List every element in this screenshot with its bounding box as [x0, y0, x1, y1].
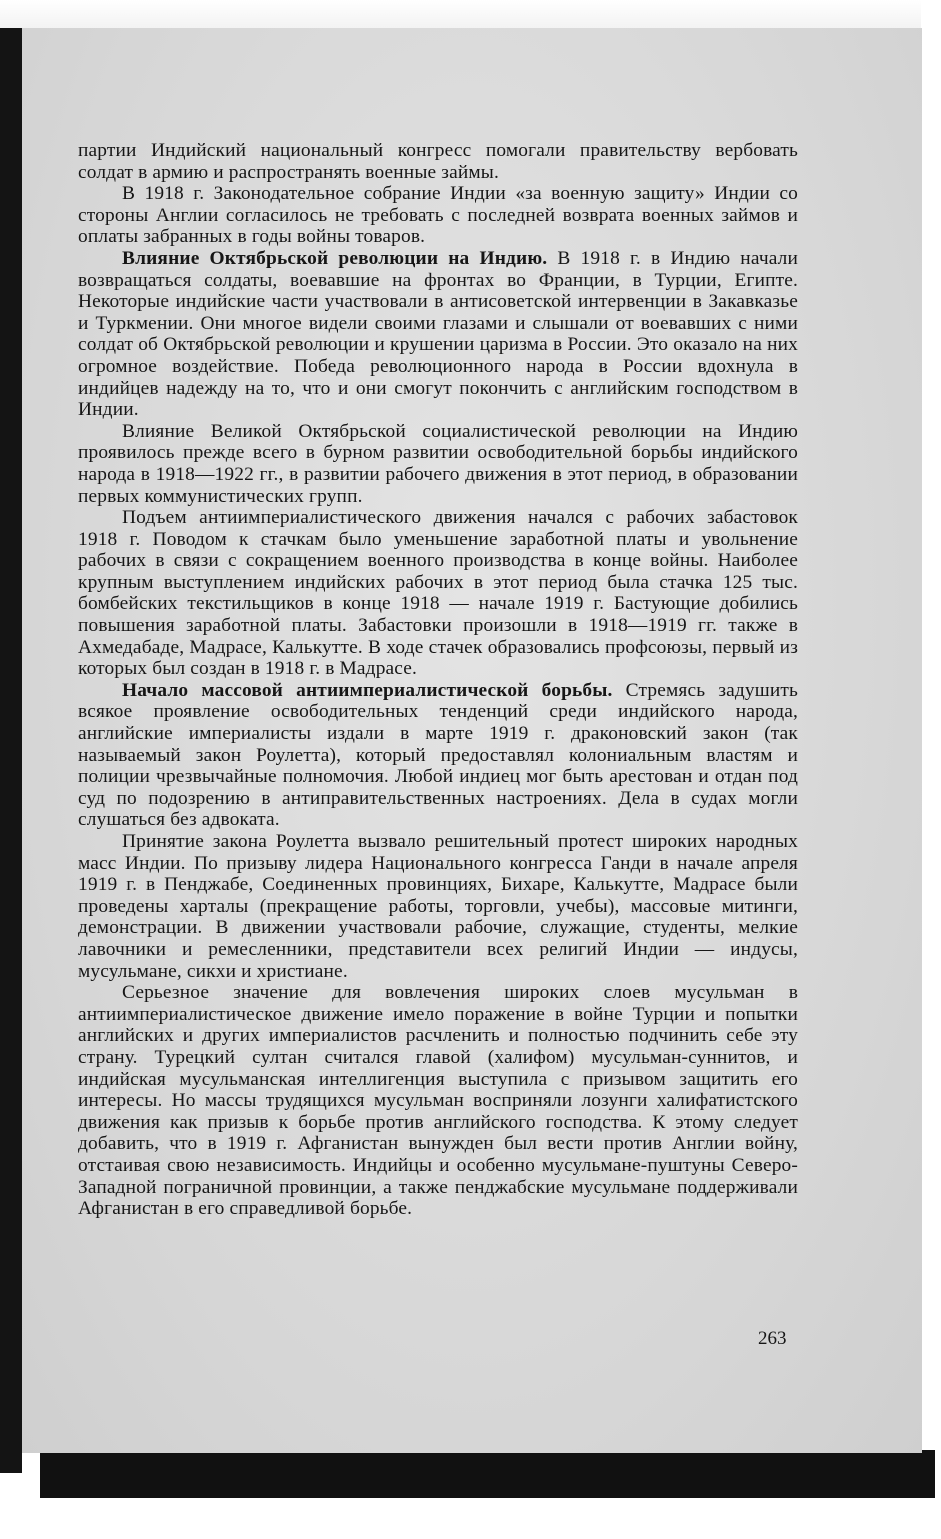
paragraph-body: Серьезное значение для вовлечения широких слоев мусульман в антиимпериалистическое движение имело поражение в войне Турции и попытки английских и других империалистов расчленить и полностью подчинить себе эту страну. Турецкий султан считался главой (халифом) мусульман-суннитов, и индийская мусульманская интеллигенция выступила с призывом защитить его интересы. Но массы трудящихся мусульман восприняли лозунги халифатистского движения как призыв к борьбе против английского господства. К этому следует добавить, что в 1919 г. Афганистан вынужден был вести против Англии войну, отстаивая свою независимость. Индийцы и особенно мусульмане-пуштуны Северо-Западной пограничной провинции, а также пенджабские мусульмане поддерживали Афганистан в его справедливой борьбе.: [78, 982, 798, 1220]
paragraph-6: [78, 680, 798, 831]
paragraph-body: Стремясь задушить всякое проявление освободительных тенденций среди индийского народа, английские империалисты издали в марте 1919 г. драконовский закон (так называемый закон Роулетта), который предоставлял колониальным властям и полиции чрезвычайные полномочия. Любой индиец мог быть арестован и отдан под суд по подозрению в антиправительственных настроениях. Дела в судах могли слушаться без адвоката.: [78, 679, 798, 831]
paragraph-1: [78, 140, 798, 183]
paragraph-body: В 1918 г. Законодательное собрание Индии «за военную защиту» Индии со стороны Англии согласилось не требовать с последней возврата военных займов и оплаты забранных в годы войны товаров.: [78, 183, 798, 248]
scan-top-margin: [0, 0, 941, 30]
scan-bottom-edge: [40, 1450, 935, 1498]
page-number: 263: [758, 1328, 787, 1349]
section-heading-mass-struggle: Начало массовой антиимпериалистической борьбы.: [122, 679, 613, 701]
paragraph-2: [78, 183, 798, 248]
paragraph-7: [78, 831, 798, 982]
paragraph-body: В 1918 г. в Индию начали возвращаться солдаты, воевавшие на фронтах во Франции, в Турции, Египте. Некоторые индийские части участвовали в антисоветской интервенции в Закавказье и Туркмении. Они многое видели своими глазами и слышали от воевавших с ними солдат об Октябрьской революции и крушении царизма в России. Это оказало на них огромное воздействие. Победа революционного народа в России вдохнула в индийцев надежду на то, что и они смогут покончить с английским господством в Индии.: [78, 247, 799, 421]
paragraph-3: [78, 248, 798, 421]
scan-left-edge: [0, 28, 22, 1473]
paragraph-body: партии Индийский национальный конгресс помогали правительству вербовать солдат в армию и распространять военные займы.: [78, 140, 798, 183]
paragraph-8: [78, 982, 798, 1220]
page-text: [78, 140, 798, 1220]
paragraph-4: [78, 421, 798, 507]
paragraph-body: Подъем антиимпериалистического движения начался с рабочих забастовок 1918 г. Поводом к стачкам было уменьшение заработной платы и увольнение рабочих в связи с сокращением военного производства в конце войны. Наиболее крупным выступлением индийских рабочих в этот период была стачка 125 тыс. бомбейских текстильщиков в конце 1918 — начале 1919 г. Бастующие добились повышения заработной платы. Забастовки произошли в 1918—1919 гг. также в Ахмедабаде, Мадрасе, Калькутте. В ходе стачек образовались профсоюзы, первый из которых был создан в 1918 г. в Мадрасе.: [78, 507, 798, 680]
paragraph-5: [78, 507, 798, 680]
paragraph-body: Принятие закона Роулетта вызвало решительный протест широких народных масс Индии. По призыву лидера Национального конгресса Ганди в начале апреля 1919 г. в Пенджабе, Соединенных провинциях, Бихаре, Калькутте, Мадрасе были проведены харталы (прекращение работы, торговли, учебы), массовые митинги, демонстрации. В движении участвовали рабочие, служащие, студенты, мелкие лавочники и ремесленники, представители всех религий Индии — индусы, мусульмане, сикхи и христиане.: [78, 831, 798, 982]
section-heading-october-revolution: Влияние Октябрьской революции на Индию.: [122, 247, 548, 269]
scan-right-margin: [921, 0, 941, 1480]
paragraph-body: Влияние Великой Октябрьской социалистической революции на Индию проявилось прежде всего в бурном развитии освободительной борьбы индийского народа в 1918—1922 гг., в развитии рабочего движения в этот период, в образовании первых коммунистических групп.: [78, 420, 798, 507]
